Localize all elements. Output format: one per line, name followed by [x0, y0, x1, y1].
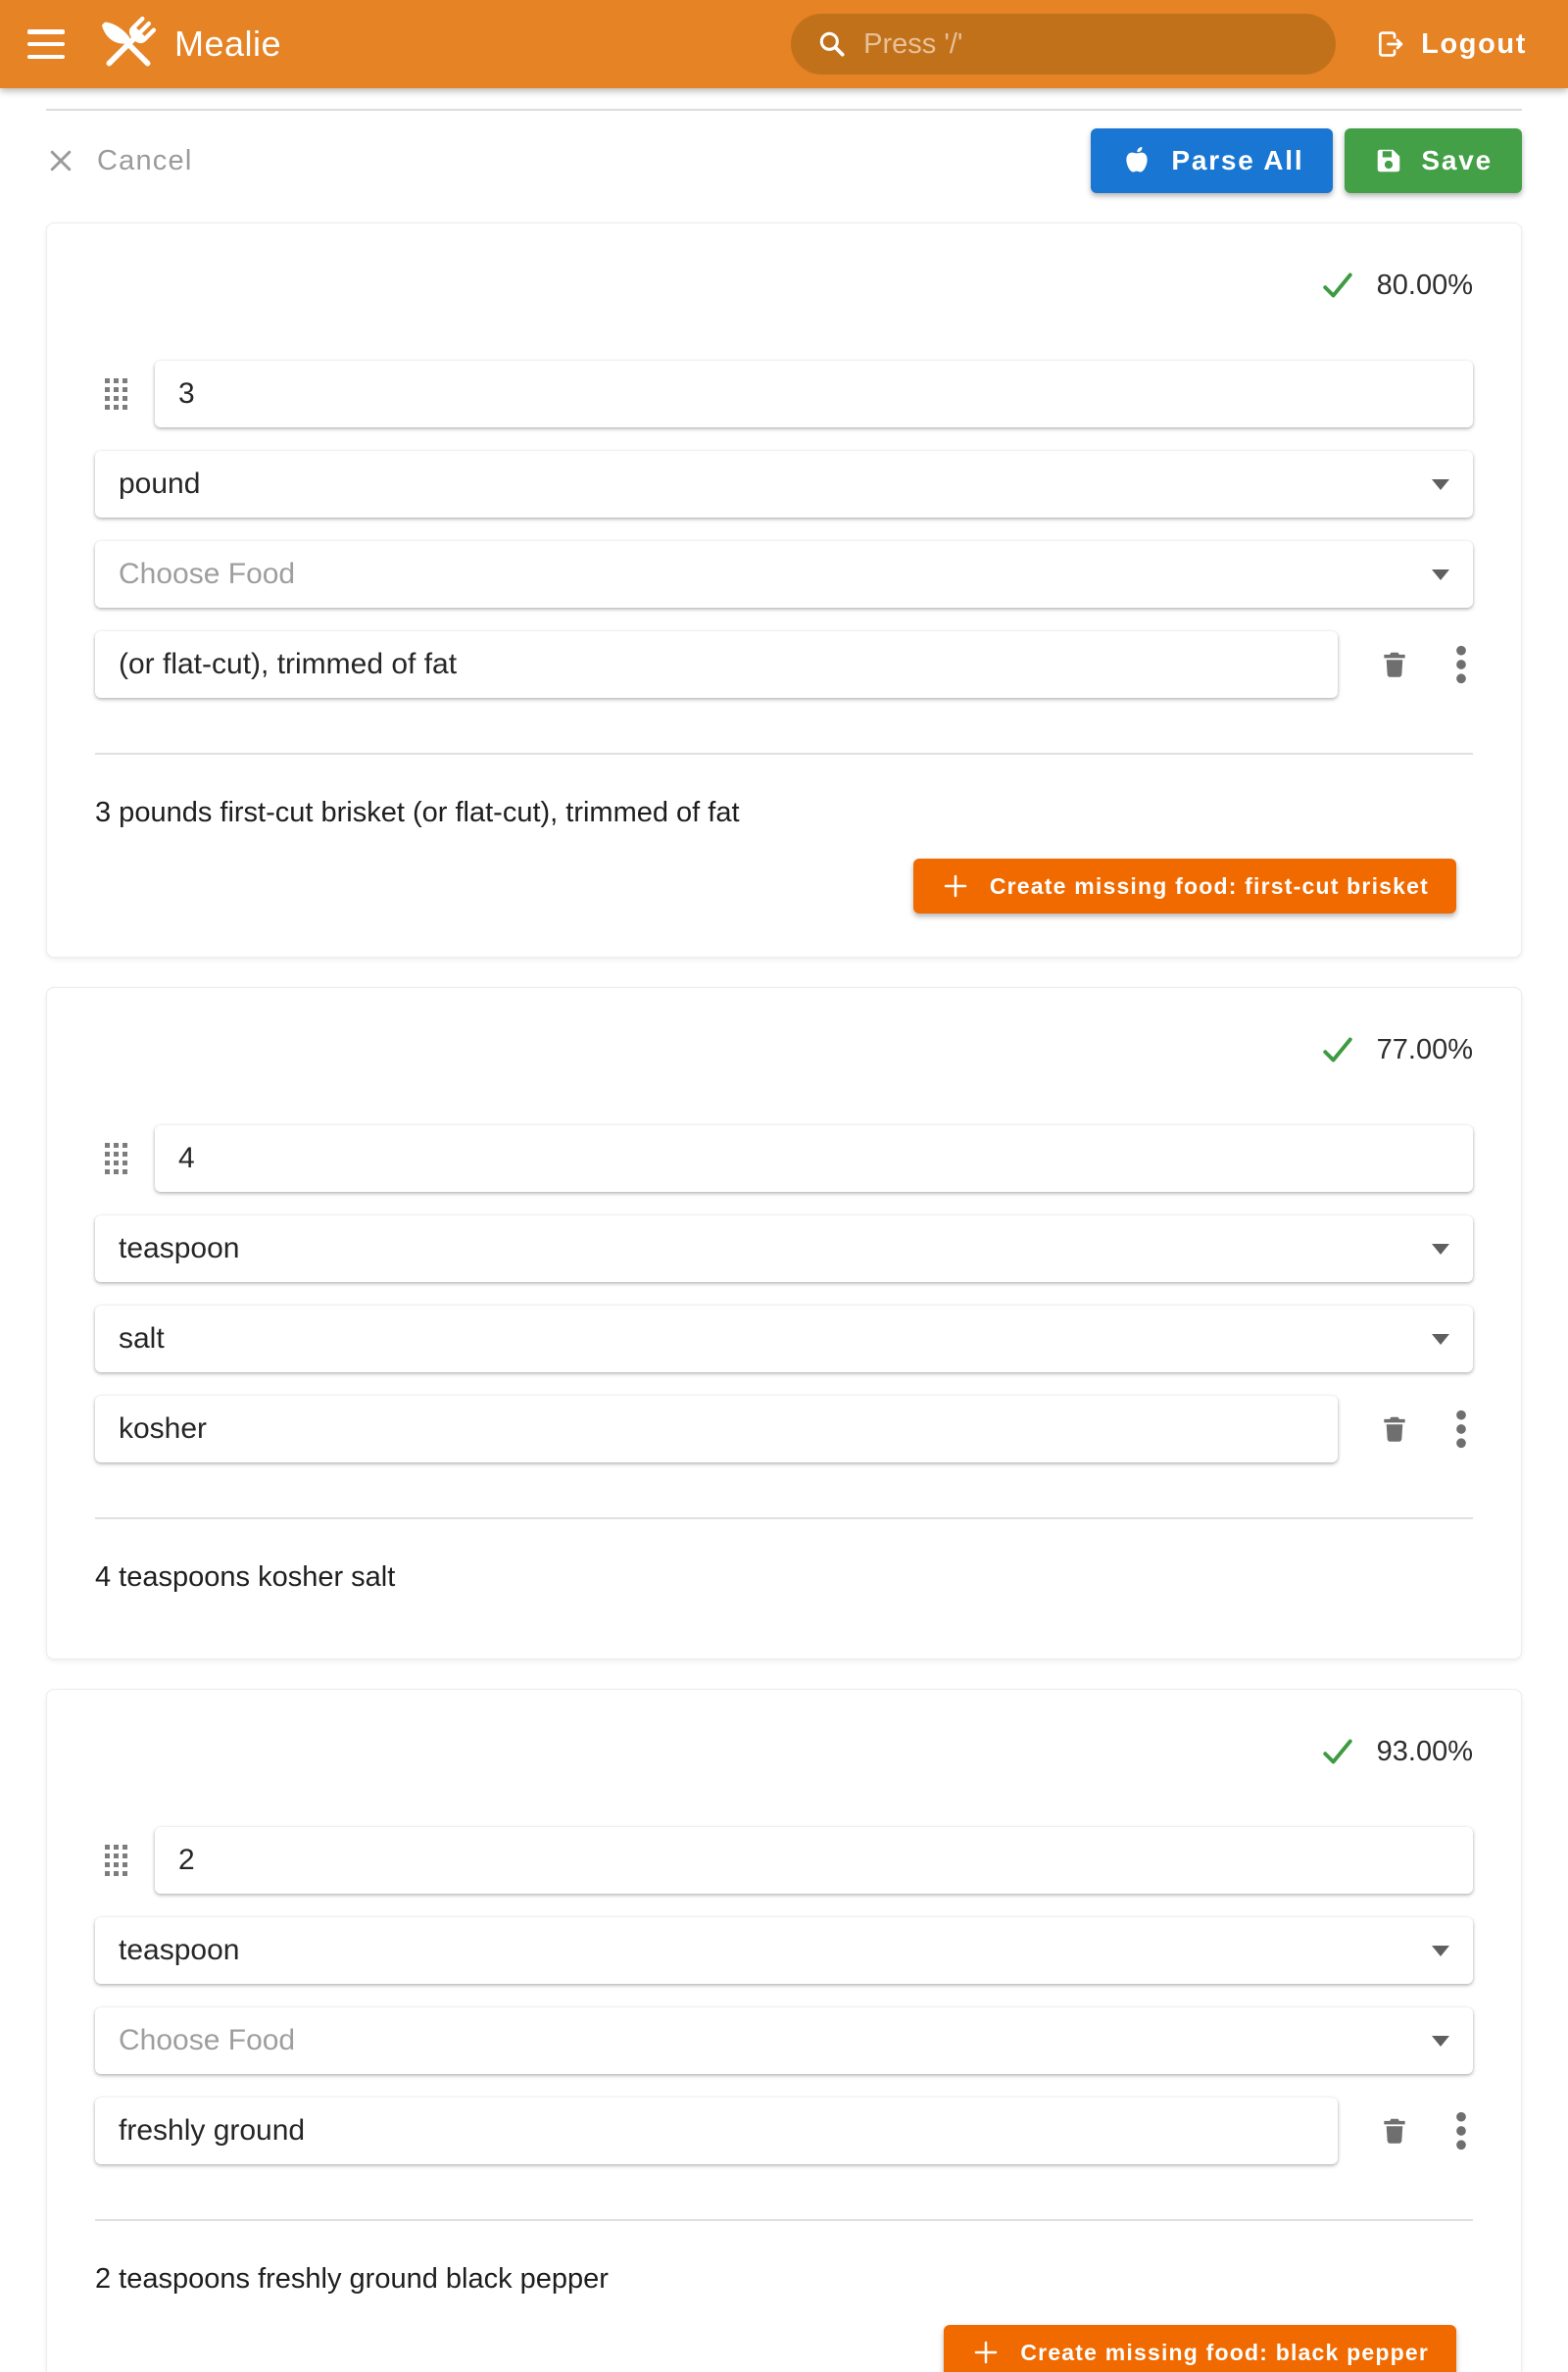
check-icon [1320, 268, 1355, 303]
confidence-row [95, 263, 1473, 308]
unit-value: teaspoon [119, 1232, 240, 1264]
original-ingredient-text: 4 teaspoons kosher salt [95, 1561, 396, 1593]
cancel-button[interactable] [46, 145, 192, 177]
amount-input[interactable] [178, 1142, 1449, 1175]
app-header [0, 0, 1568, 88]
trash-icon [1379, 1412, 1410, 1446]
delete-button[interactable] [1379, 1412, 1410, 1446]
cancel-label: Cancel [97, 144, 193, 176]
create-missing-food-button[interactable] [913, 859, 1456, 914]
amount-input[interactable] [178, 377, 1449, 411]
kebab-menu-icon [1455, 645, 1467, 684]
comment-field [95, 1396, 1338, 1462]
comment-field [95, 631, 1338, 698]
food-select[interactable] [95, 2007, 1473, 2074]
divider [95, 753, 1473, 755]
chevron-down-icon [1432, 569, 1449, 580]
comment-field [95, 2098, 1338, 2164]
menu-icon[interactable] [27, 29, 65, 59]
food-placeholder: Choose Food [119, 2024, 296, 2056]
search-bar[interactable] [791, 14, 1336, 74]
create-missing-food-label: Create missing food: first-cut brisket [989, 872, 1429, 899]
create-missing-food-button[interactable] [944, 2325, 1456, 2372]
chevron-down-icon [1432, 1244, 1449, 1255]
original-ingredient-text: 3 pounds first-cut brisket (or flat-cut), trimmed of fat [95, 797, 740, 828]
ingredient-card [46, 222, 1522, 958]
check-icon [1320, 1734, 1355, 1769]
chevron-down-icon [1432, 1334, 1449, 1345]
chevron-down-icon [1432, 1946, 1449, 1956]
delete-button[interactable] [1379, 648, 1410, 681]
chevron-down-icon [1432, 479, 1449, 490]
save-button[interactable] [1345, 128, 1522, 193]
comment-input[interactable] [119, 1412, 1314, 1446]
comment-input[interactable] [119, 648, 1314, 681]
plus-icon [941, 871, 970, 901]
check-icon [1320, 1032, 1355, 1067]
close-icon [46, 146, 75, 175]
kebab-menu-icon [1455, 1409, 1467, 1449]
ingredient-card [46, 987, 1522, 1659]
plus-icon [971, 2338, 1001, 2367]
divider [95, 2219, 1473, 2221]
apple-icon [1120, 144, 1153, 177]
more-options-button[interactable] [1455, 645, 1467, 684]
confidence-value: 77.00% [1376, 1033, 1473, 1065]
parse-all-label: Parse All [1171, 145, 1304, 175]
chevron-down-icon [1432, 2036, 1449, 2047]
search-icon [816, 28, 848, 60]
logout-button[interactable] [1375, 28, 1527, 61]
unit-value: teaspoon [119, 1934, 240, 1966]
mealie-logo-crossed-utensils-icon [94, 10, 163, 78]
more-options-button[interactable] [1455, 2111, 1467, 2150]
confidence-value: 80.00% [1376, 269, 1473, 301]
food-placeholder: Choose Food [119, 558, 296, 590]
comment-input[interactable] [119, 2114, 1314, 2148]
save-label: Save [1421, 145, 1493, 175]
trash-icon [1379, 2114, 1410, 2148]
trash-icon [1379, 648, 1410, 681]
food-select[interactable] [95, 541, 1473, 608]
header-divider [46, 109, 1522, 111]
create-missing-food-label: Create missing food: black pepper [1020, 2339, 1429, 2365]
more-options-button[interactable] [1455, 1409, 1467, 1449]
food-value: salt [119, 1322, 165, 1355]
unit-select[interactable] [95, 1917, 1473, 1984]
confidence-row [95, 1027, 1473, 1072]
toolbar [46, 128, 1522, 193]
original-ingredient-text: 2 teaspoons freshly ground black pepper [95, 2263, 609, 2295]
confidence-value: 93.00% [1376, 1735, 1473, 1767]
unit-select[interactable] [95, 1215, 1473, 1282]
logout-label: Logout [1421, 27, 1527, 60]
ingredient-card [46, 1689, 1522, 2372]
amount-input[interactable] [178, 1844, 1449, 1877]
amount-field [155, 361, 1473, 427]
unit-value: pound [119, 468, 201, 500]
drag-handle-icon[interactable] [105, 1845, 127, 1876]
amount-field [155, 1827, 1473, 1894]
save-icon [1374, 146, 1403, 175]
drag-handle-icon[interactable] [105, 378, 127, 410]
food-select[interactable] [95, 1306, 1473, 1372]
logout-icon [1375, 28, 1406, 60]
amount-field [155, 1125, 1473, 1192]
confidence-row [95, 1729, 1473, 1774]
parser-page [0, 109, 1568, 2372]
divider [95, 1517, 1473, 1519]
app-title: Mealie [174, 24, 282, 64]
search-input[interactable] [863, 28, 1310, 61]
unit-select[interactable] [95, 451, 1473, 518]
drag-handle-icon[interactable] [105, 1143, 127, 1174]
delete-button[interactable] [1379, 2114, 1410, 2148]
parse-all-button[interactable] [1091, 128, 1333, 193]
kebab-menu-icon [1455, 2111, 1467, 2150]
